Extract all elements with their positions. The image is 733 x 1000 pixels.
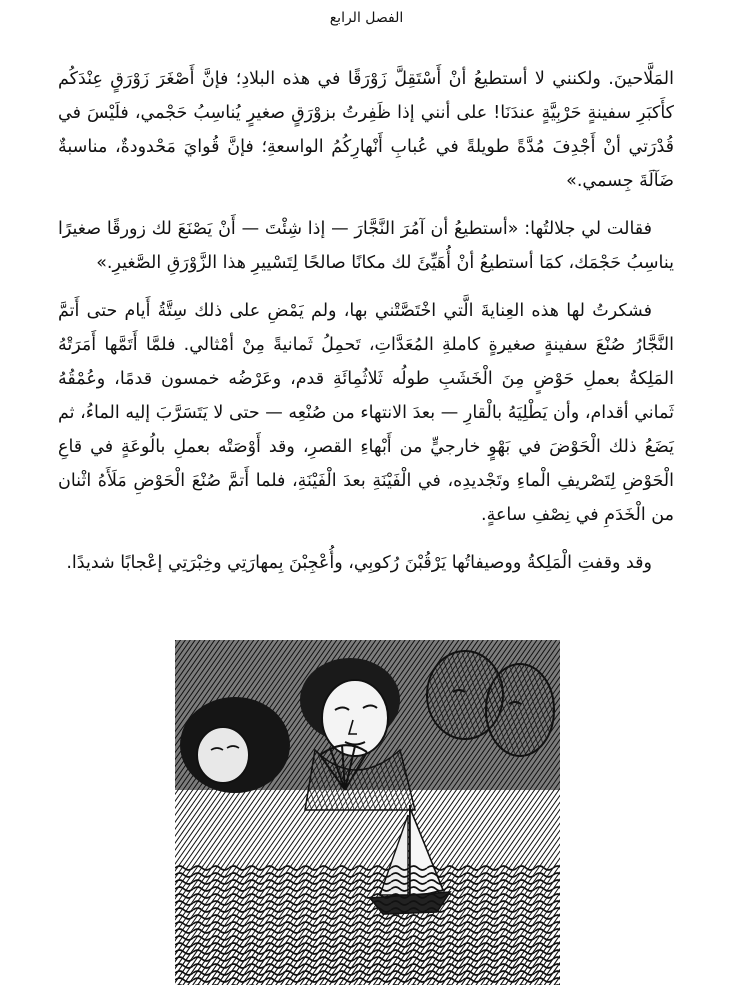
paragraph-4: وقد وقفتِ الْمَلِكةُ ووصيفاتُها يَرْقُبْنَ رُكوبِي، وأُعْجِبْنَ بِمهارَتِي وخِبْرَتِي إعْجابًا شديدًا. [66,553,652,573]
body-text [58,62,674,594]
gulliver-figure [180,697,290,793]
paragraph-3: فشكرتُ لها هذه العِنايةَ الَّتي اخْتَصَّتْني بها، ولم يَمْضِ على ذلك سِتَّةُ أَيام حتى أَتمَّ النَّجَّارُ صُنْعَ سفينةٍ صغيرةٍ كاملةِ المُعَدَّاتِ، تَحمِلُ ثَمانيةً مِنْ أمْثالي. فلمَّا أَتَمَّها أَمَرَتْهُ المَلِكةُ بعملِ حَوْضٍ مِنَ الْخَشَبِ طولُه ثَلاثُمِائَةِ قدم، وعَرْضُه خمسون قدمًا، وعُمْقُهُ ثَماني أقدام، وأن يَطْلِيَهُ بالْقارِ — بعدَ الانتهاء من صُنْعِه — حتى لا يَتَسَرَّبَ إليه الماءُ، ثم يَضَعُ ذلك الْحَوْضَ في بَهْوٍ خارجيٍّ من أَبْهاءِ القصرِ، وقد أَوْصَتْه بعملِ بالُوعَةٍ في قاعِ الْحَوْضِ لِتَصْريفِ الْماءِ وتَجْديدِه، في الْفَيْنَةِ بعدَ الْفَيْنَةِ، فلما أَتمَّ صُنْعَ الْحَوْضِ مَلَأَهُ اثْنان من الْخَدَمِ في نِصْفِ ساعةٍ. [58,301,674,525]
paragraph-2: فقالت لي جلالتُها: «أستطيعُ أن آمُرَ النَّجَّارَ — إذا شِئْتَ — أَنْ يَصْنَعَ لك زورقًا صغيرًا يناسِبُ حَجْمَك، كمَا أستطيعُ أنْ أُهَيِّئَ لك مكانًا صالحًا لِتَسْييرِ هذا الزَّوْرَقِ الصَّغيرِ.» [58,219,674,273]
chapter-title: الفصل الرابع [329,10,404,26]
paragraph-1: المَلَّاحينَ. ولكنني لا أستطيعُ أنْ أَسْتَقِلَّ زَوْرَقًا في هذه البلادِ؛ فإنَّ أَصْغَرَ زَوْرَقٍ عِنْدَكُم كأَكبَرِ سفينةٍ حَرْبِيَّةٍ عندَنَا! على أنني إذا ظَفِرتُ بزوْرَقٍ صغيرٍ يُناسِبُ حَجْمي، فلَيْسَ في قُدْرَتي أنْ أَجْدِفَ مُدَّةً طويلةً في عُبابِ أَنْهارِكُمُ الواسعةِ؛ فإنَّ قُوايَ مَحْدودةٌ، مناسبةٌ ضَآلَةَ جِسمي.» [58,69,674,191]
engraving-illustration [175,640,560,985]
